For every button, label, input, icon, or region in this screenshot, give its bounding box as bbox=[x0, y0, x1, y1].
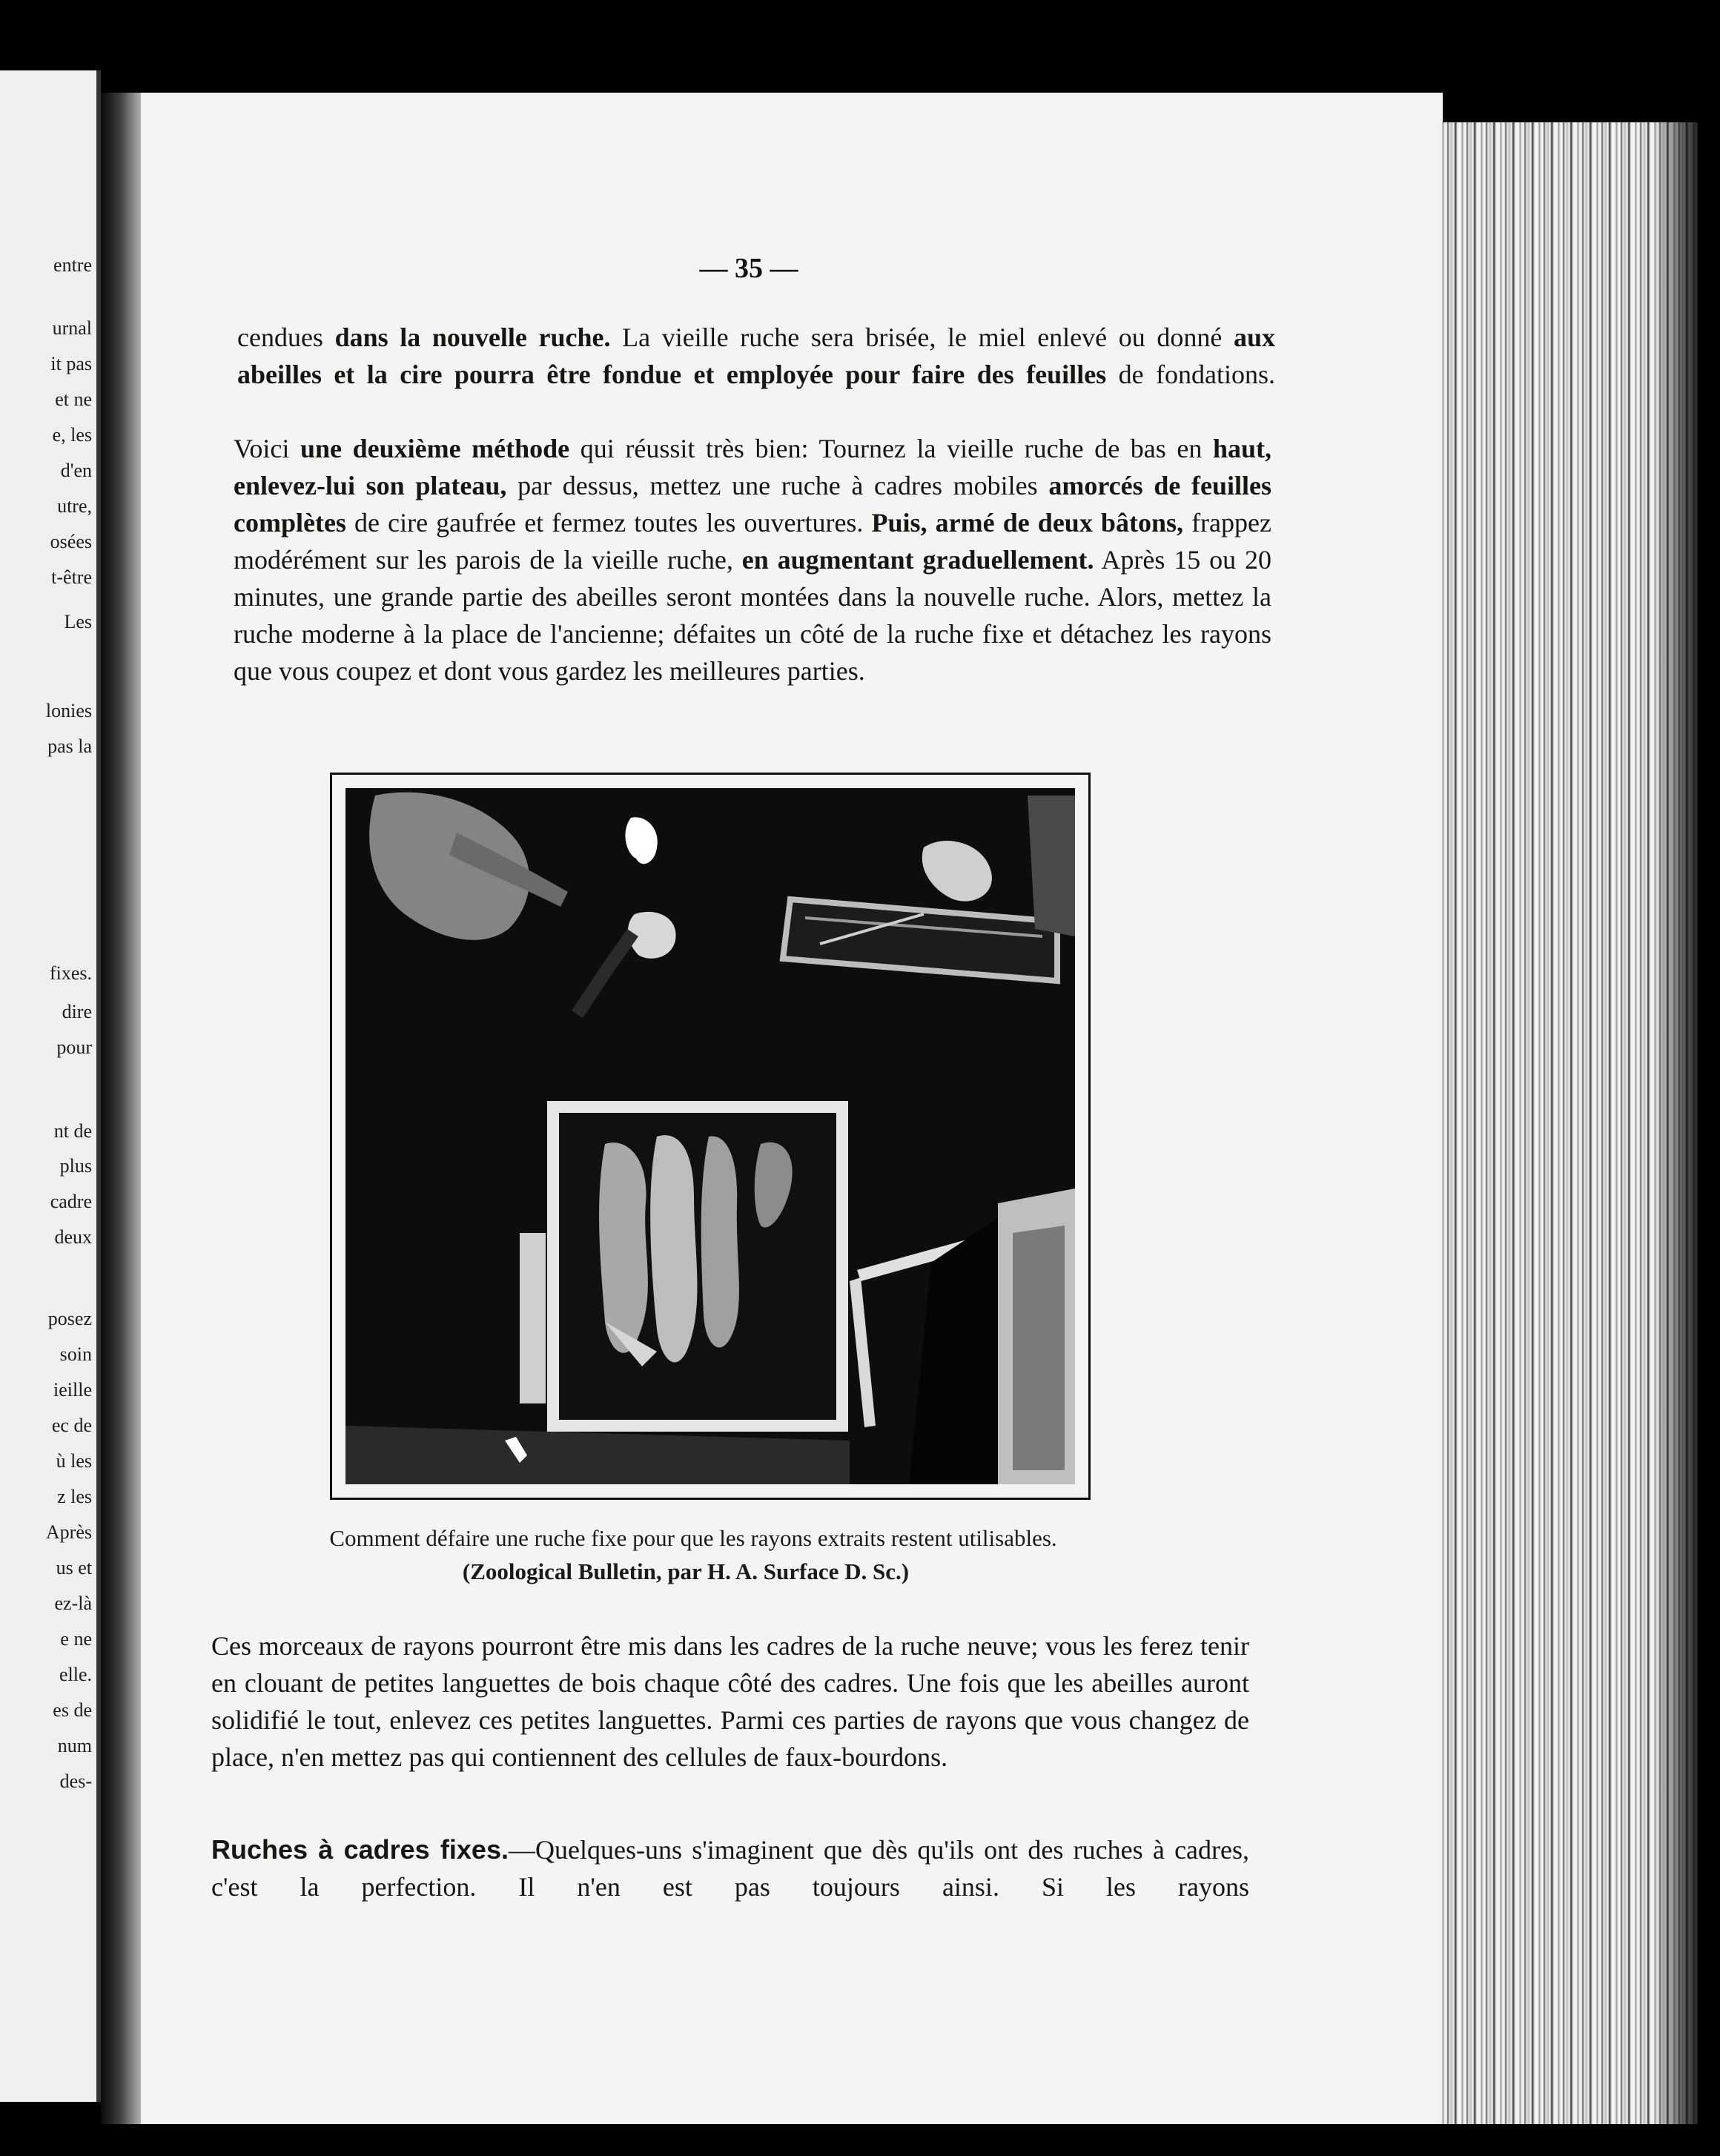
facing-page-text-fragment: des- bbox=[59, 1770, 92, 1792]
facing-page-text-fragment: deux bbox=[54, 1226, 92, 1248]
figure-caption-line1: Comment défaire une ruche fixe pour que les rayons extraits restent utilisables. bbox=[329, 1525, 1057, 1551]
emphasized-text: dans la nouvelle ruche. bbox=[334, 323, 611, 352]
facing-page-text-fragment: d'en bbox=[60, 460, 92, 481]
facing-page-text-fragment: cadre bbox=[50, 1191, 92, 1212]
emphasized-text: en augmentant graduellement. bbox=[741, 545, 1094, 575]
facing-page-text-fragment: entre bbox=[53, 254, 92, 276]
facing-page-text-fragment: us et bbox=[56, 1557, 92, 1578]
body-text: Voici bbox=[234, 434, 300, 463]
photo-dismantling-hive bbox=[345, 788, 1075, 1484]
section-heading: Ruches à cadres fixes. bbox=[211, 1834, 509, 1865]
emphasized-text: Puis, armé de deux bâtons, bbox=[871, 508, 1183, 538]
facing-page-text-fragment: elle. bbox=[59, 1664, 92, 1685]
facing-page-text-fragment: utre, bbox=[57, 495, 92, 517]
emphasized-text: aux abeilles et la cire pourra être fondue et employée pour faire des feuilles bbox=[237, 323, 1276, 389]
page-edges-shadow bbox=[1653, 122, 1698, 2124]
section-text: —Quelques-uns s'imaginent que dès qu'ils ont des ruches à cadres, c'est la perfection. Il n'en est pas toujours ainsi. Si les rayons bbox=[211, 1835, 1250, 1902]
facing-page-text-fragment: dire bbox=[62, 1001, 92, 1022]
paragraph-continuation bbox=[185, 319, 1275, 393]
body-text: qui réussit très bien: Tournez la vieille ruche de bas en bbox=[569, 434, 1213, 463]
facing-page-text-fragment: pour bbox=[56, 1036, 92, 1058]
facing-page-text-fragment: t-être bbox=[51, 566, 92, 588]
figure-caption-line2: (Zoological Bulletin, par H. A. Surface D. Sc.) bbox=[462, 1558, 910, 1584]
facing-page-text-fragment: lonies bbox=[45, 700, 92, 721]
facing-page-text-fragment: e ne bbox=[60, 1628, 92, 1650]
photo-illustration bbox=[345, 788, 1075, 1484]
facing-page-text-fragment: posez bbox=[47, 1308, 92, 1329]
paragraph-fixed-frame-hives bbox=[159, 1831, 1249, 1905]
body-text: frappez modérément sur les parois de la vieille ruche, bbox=[234, 508, 1271, 575]
facing-page-text-fragment: z les bbox=[57, 1486, 92, 1507]
facing-page-text-fragment: pas la bbox=[47, 735, 92, 757]
facing-page-fragment bbox=[0, 70, 101, 2102]
body-text: La vieille ruche sera brisée, le miel enlevé ou donné bbox=[610, 323, 1234, 352]
facing-page-text-fragment: soin bbox=[59, 1343, 92, 1365]
paragraph-comb-pieces: Ces morceaux de rayons pourront être mis dans les cadres de la ruche neuve; vous les ferez tenir en clouant de petites languettes de bois chaque côté des cadres. Une fois que les abeilles auront solidifié le tout, enlevez ces petites languettes. Parmi ces parties de rayons que vous changez de place, n'en mettez pas qui contiennent des cellules de faux-bourdons. bbox=[211, 1631, 1249, 1772]
facing-page-text-fragment: num bbox=[57, 1735, 92, 1756]
facing-page-text-fragment: Après bbox=[45, 1521, 92, 1543]
body-text: de cire gaufrée et fermez toutes les ouvertures. bbox=[345, 508, 872, 538]
facing-page-text-fragment: it pas bbox=[50, 353, 92, 374]
facing-page-text-fragment: et ne bbox=[55, 388, 92, 410]
body-text: de fondations. bbox=[1106, 360, 1275, 389]
facing-page-text-fragment: ù les bbox=[56, 1450, 92, 1472]
body-text: cendues bbox=[237, 323, 335, 352]
facing-page-text-fragment: ec de bbox=[51, 1415, 92, 1436]
facing-page-text-fragment: ez-là bbox=[54, 1593, 92, 1614]
facing-page-text-fragment: ieille bbox=[53, 1379, 92, 1401]
facing-page-text-fragment: nt de bbox=[53, 1120, 92, 1142]
facing-page-text-fragment: fixes. bbox=[49, 962, 92, 984]
emphasized-text: amorcés de feuilles complètes bbox=[234, 471, 1272, 538]
figure-photograph bbox=[330, 773, 1091, 1500]
body-text: Après 15 ou 20 minutes, une grande partie des abeilles seront montées dans la nouvelle ruche. Alors, mettez la ruche moderne à la place de l'ancienne; défaites un côté de la ruche fixe et détachez les rayons que vous coupez et dont vous gardez les meilleures parties. bbox=[234, 545, 1272, 686]
facing-page-text-fragment: urnal bbox=[52, 317, 92, 339]
page-number: — 35 — bbox=[699, 253, 798, 284]
paragraph-second-method bbox=[182, 430, 1271, 690]
emphasized-text: une deuxième méthode bbox=[300, 434, 570, 463]
book-binding-gutter bbox=[101, 93, 142, 2124]
facing-page-text-fragment: Les bbox=[64, 611, 92, 632]
emphasized-text: haut, enlevez-lui son plateau, bbox=[234, 434, 1272, 500]
facing-page-text-fragment: es de bbox=[53, 1699, 92, 1721]
facing-page-text-fragment: e, les bbox=[52, 424, 92, 446]
body-text: par dessus, mettez une ruche à cadres mobiles bbox=[506, 471, 1049, 500]
facing-page-text-fragment: plus bbox=[59, 1155, 92, 1177]
facing-page-text-fragment: osées bbox=[50, 531, 92, 552]
